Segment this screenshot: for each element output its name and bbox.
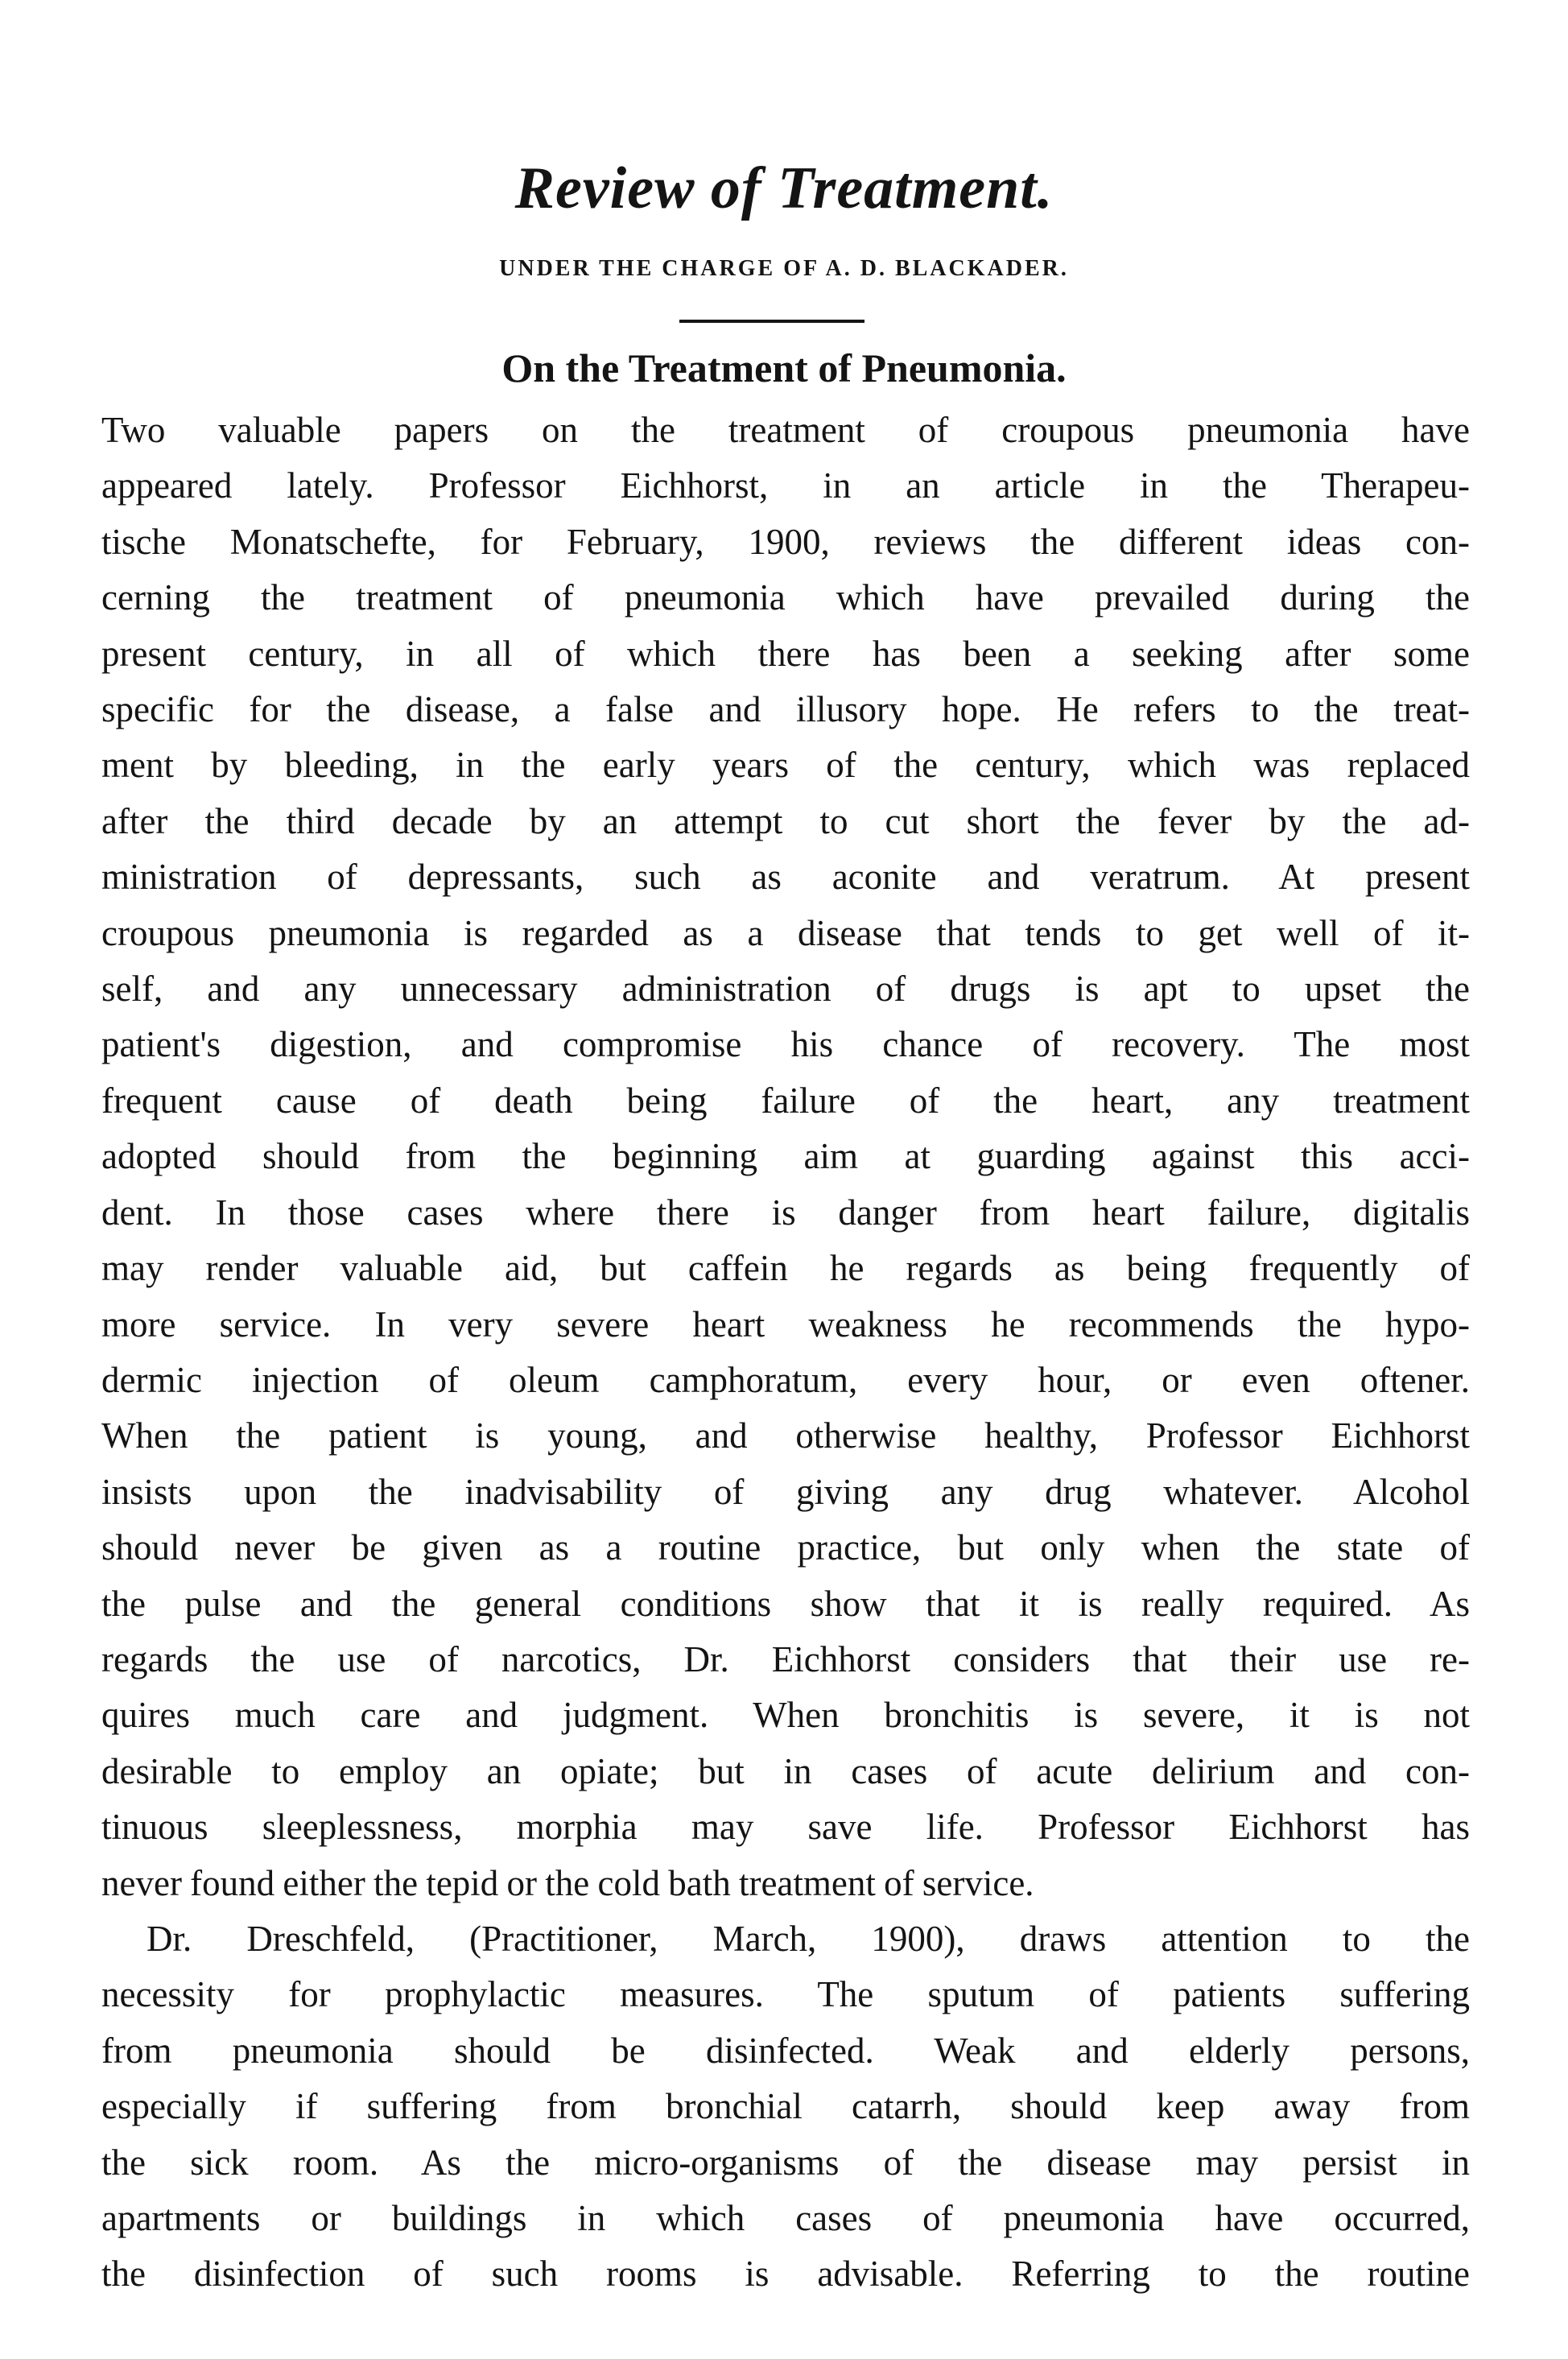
text-line: especially if suffering from bronchial catarrh, should keep away from: [101, 2086, 1470, 2127]
text-line: necessity for prophylactic measures. The sputum of patients suffering: [101, 1974, 1470, 2015]
text-line: Two valuable papers on the treatment of croupous pneumonia have: [101, 410, 1470, 450]
text-line: ministration of depressants, such as aconite and veratrum. At present: [101, 857, 1470, 898]
text-line: cerning the treatment of pneumonia which have prevailed during the: [101, 577, 1470, 618]
byline: UNDER THE CHARGE OF A. D. BLACKADER.: [499, 256, 1069, 281]
text-line: appeared lately. Professor Eichhorst, in an article in the Therapeu-: [101, 465, 1470, 506]
text-line: patient's digestion, and compromise his chance of recovery. The most: [101, 1024, 1470, 1065]
divider-rule: [679, 320, 864, 323]
text-line: self, and any unnecessary administration of drugs is apt to upset the: [101, 969, 1470, 1010]
text-line: after the third decade by an attempt to cut short the fever by the ad-: [101, 800, 1470, 841]
text-line: dent. In those cases where there is danger from heart failure, digitalis: [101, 1192, 1470, 1233]
text-line: specific for the disease, a false and illusory hope. He refers to the treat-: [101, 689, 1470, 730]
text-line: regards the use of narcotics, Dr. Eichhorst considers that their use re-: [101, 1638, 1470, 1679]
text-line: desirable to employ an opiate; but in cases of acute delirium and con-: [101, 1750, 1470, 1791]
text-line: dermic injection of oleum camphoratum, every hour, or even oftener.: [101, 1359, 1470, 1400]
text-line: never found either the tepid or the cold bath treatment of service.: [101, 1862, 1034, 1903]
article-body: [101, 403, 1470, 2303]
text-line: When the patient is young, and otherwise healthy, Professor Eichhorst: [101, 1415, 1470, 1456]
article-title: On the Treatment of Pneumonia.: [501, 345, 1067, 390]
text-line: tische Monatschefte, for February, 1900, reviews the different ideas con-: [101, 521, 1470, 562]
text-line: frequent cause of death being failure of the heart, any treatment: [101, 1080, 1470, 1121]
text-line: the disinfection of such rooms is advisable. Referring to the routine: [101, 2254, 1470, 2295]
text-line: the pulse and the general conditions show that it is really required. As: [101, 1583, 1470, 1624]
text-line: ment by bleeding, in the early years of the century, which was replaced: [101, 745, 1470, 786]
text-line: apartments or buildings in which cases of pneumonia have occurred,: [101, 2198, 1470, 2238]
text-line: from pneumonia should be disinfected. Weak and elderly persons,: [101, 2030, 1470, 2071]
text-line: should never be given as a routine practice, but only when the state of: [101, 1527, 1470, 1568]
text-line: quires much care and judgment. When bronchitis is severe, it is not: [101, 1695, 1470, 1736]
section-title: Review of Treatment.: [514, 155, 1054, 221]
text-line: croupous pneumonia is regarded as a disease that tends to get well of it-: [101, 912, 1470, 953]
text-line: may render valuable aid, but caffein he regards as being frequently of: [101, 1248, 1470, 1289]
text-line: adopted should from the beginning aim at guarding against this acci-: [101, 1136, 1470, 1177]
text-line: more service. In very severe heart weakness he recommends the hypo-: [101, 1303, 1470, 1345]
text-line: the sick room. As the micro-organisms of the disease may persist in: [101, 2142, 1470, 2183]
text-line: tinuous sleeplessness, morphia may save life. Professor Eichhorst has: [101, 1807, 1470, 1848]
text-line: present century, in all of which there has been a seeking after some: [101, 633, 1470, 674]
text-line: Dr. Dreschfeld, (Practitioner, March, 1900), draws attention to the: [146, 1918, 1470, 1959]
text-line: insists upon the inadvisability of giving any drug whatever. Alcohol: [101, 1471, 1470, 1512]
